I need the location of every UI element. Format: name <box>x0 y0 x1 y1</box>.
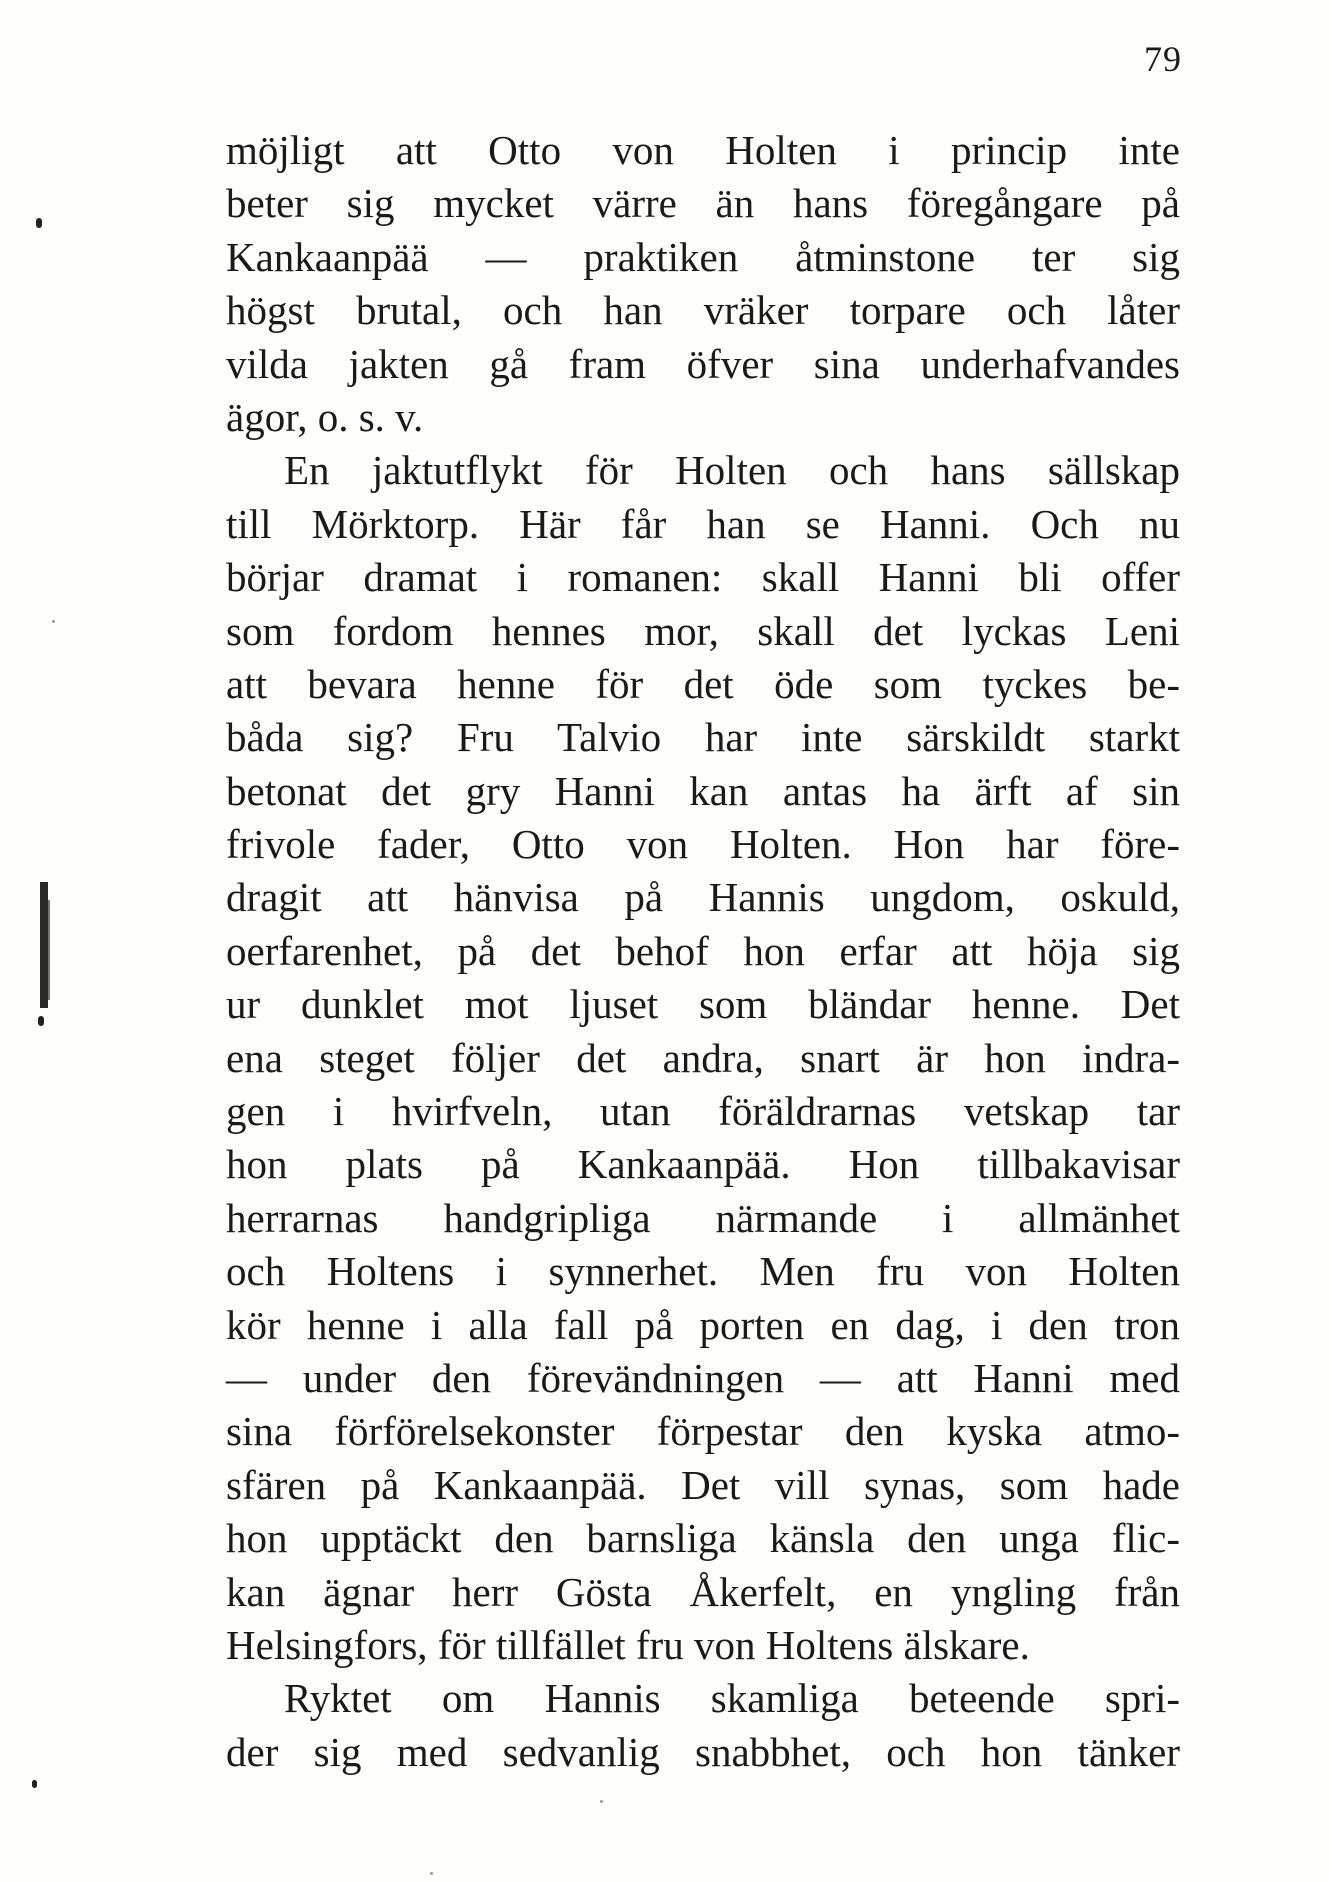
scan-speck <box>430 1872 433 1875</box>
text-line: oerfarenhet, på det behof hon erfar att höja sig <box>226 927 1180 974</box>
text-line: herrarnas handgripliga närmande i allmänhet <box>226 1194 1180 1241</box>
text-line: ur dunklet mot ljuset som bländar henne. Det <box>226 981 1180 1028</box>
scan-speck <box>600 1800 603 1803</box>
text-line: ena steget följer det andra, snart är hon indra- <box>226 1034 1180 1081</box>
text-line: ägor, o. s. v. <box>226 393 424 440</box>
margin-scan-mark <box>40 882 48 1008</box>
margin-mark <box>36 218 42 228</box>
text-line: hon plats på Kankaanpää. Hon tillbakavisar <box>226 1141 1180 1188</box>
text-line: beter sig mycket värre än hans föregångare på <box>226 180 1180 227</box>
body-text <box>226 124 1180 1779</box>
text-line: — under den förevändningen — att Hanni med <box>226 1354 1180 1401</box>
text-line: kan ägnar herr Gösta Åkerfelt, en yngling från <box>226 1568 1180 1615</box>
text-line: dragit att hänvisa på Hannis ungdom, oskuld, <box>226 874 1180 921</box>
text-line: gen i hvirfveln, utan föräldrarnas vetskap tar <box>226 1088 1180 1135</box>
text-line: högst brutal, och han vräker torpare och låter <box>226 287 1180 334</box>
text-line: sina förförelsekonster förpestar den kyska atmo- <box>226 1408 1180 1455</box>
text-line: börjar dramat i romanen: skall Hanni bli offer <box>226 554 1180 601</box>
scan-speck <box>52 620 55 623</box>
text-line: att bevara henne för det öde som tyckes be- <box>226 660 1180 707</box>
text-line: vilda jakten gå fram öfver sina underhafvandes <box>226 340 1180 387</box>
text-line: som fordom hennes mor, skall det lyckas Leni <box>226 607 1180 654</box>
margin-mark <box>32 1780 37 1788</box>
margin-mark <box>38 1016 44 1026</box>
text-line: der sig med sedvanlig snabbhet, och hon tänker <box>226 1728 1180 1775</box>
text-line: till Mörktorp. Här får han se Hanni. Och nu <box>226 500 1180 547</box>
text-line: betonat det gry Hanni kan antas ha ärft af sin <box>226 767 1180 814</box>
margin-scan-mark <box>48 900 50 1000</box>
text-line: båda sig? Fru Talvio har inte särskildt starkt <box>226 714 1180 761</box>
page-number: 79 <box>1144 39 1182 79</box>
text-line: Ryktet om Hannis skamliga beteende spri- <box>284 1675 1180 1722</box>
text-line: Kankaanpää — praktiken åtminstone ter sig <box>226 233 1180 280</box>
text-line: frivole fader, Otto von Holten. Hon har före- <box>226 821 1180 868</box>
text-line: kör henne i alla fall på porten en dag, i den tron <box>226 1301 1180 1348</box>
text-line: En jaktutflykt för Holten och hans sällskap <box>284 447 1180 494</box>
text-line: hon upptäckt den barnsliga känsla den unga flic- <box>226 1515 1180 1562</box>
text-line: möjligt att Otto von Holten i princip inte <box>226 127 1180 173</box>
text-line: och Holtens i synnerhet. Men fru von Holten <box>226 1248 1180 1295</box>
text-line: sfären på Kankaanpää. Det vill synas, som hade <box>226 1461 1180 1508</box>
text-line: Helsingfors, för tillfället fru von Holtens älskare. <box>226 1621 1030 1668</box>
